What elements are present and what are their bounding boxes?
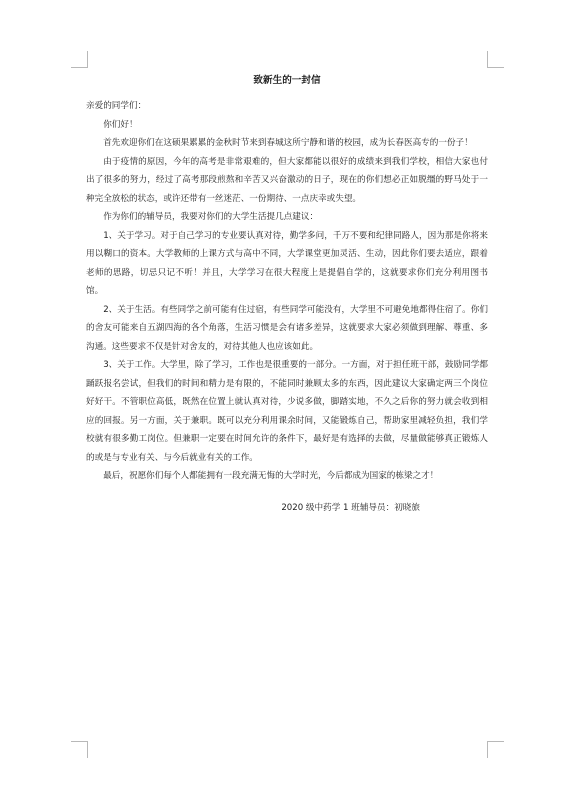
greeting: 你们好！ — [103, 119, 138, 130]
paragraph-work: 3、关于工作。大学里，除了学习，工作也是很重要的一部分。一方面，对于担任班干部，鼓励同学都踊跃报名尝试，但我们的时间和精力是有限的，不能同时兼顾太多的东西，因此建议大家确定两三个岗位好好干。不管职位高低，既然在位置上就认真对待，少说多做，脚踏实地，不久之后你的努力就会收到相应的回报。另一方面，关于兼职。既可以充分利用课余时间，又能锻炼自己，帮助家里减轻负担，我们学校就有很多勤工岗位。但兼职一定要在时间允许的条件下，最好是有选择的去做，尽量做能够真正锻炼人的或是与专业有关、与今后就业有关的工作。 — [86, 360, 488, 463]
paragraph-closing: 最后，祝愿你们每个人都能拥有一段充满无悔的大学时光，今后都成为国家的栋梁之才！ — [103, 471, 439, 481]
paragraph-welcome: 首先欢迎你们在这硕果累累的金秋时节来到春城这所宁静和谐的校园，成为长春医高专的一份子！ — [103, 138, 473, 148]
paragraph-study: 1、关于学习。对于自己学习的专业要认真对待，勤学多问，千万不要和纪律同路人，因为那是你将来用以糊口的资本。大学教师的上课方式与高中不同，大学课堂更加灵活、生动，因此你们要去适应，跟着老师的思路，切忌只记不听！并且，大学学习在很大程度上是提倡自学的，这就要求你们充分利用图书馆。 — [86, 230, 488, 296]
crop-mark-top-left — [71, 51, 88, 68]
crop-mark-bottom-left — [71, 741, 88, 758]
crop-mark-bottom-right — [487, 741, 504, 758]
paragraph-intro-advice: 作为你们的辅导员，我要对你们的大学生活提几点建议： — [103, 212, 319, 222]
paragraph-context: 由于疫情的原因，今年的高考是非常艰难的，但大家都能以很好的成绩来到我们学校，相信大家也付出了很多的努力，经过了高考那段煎熬和辛苦又兴奋激动的日子，现在的你们想必正如脱缰的野马处于一种完全放松的状态，或许还带有一丝迷茫、一份期待、一点庆幸或失望。 — [86, 156, 488, 204]
salutation: 亲爱的同学们： — [86, 101, 147, 111]
letter-title: 致新生的一封信 — [253, 75, 321, 86]
letter-body — [86, 72, 488, 517]
paragraph-life: 2、关于生活。有些同学之前可能有住过宿，有些同学可能没有，大学里不可避免地都得住宿了。你们的舍友可能来自五湖四海的各个角落，生活习惯是会有诸多差异，这就要求大家必须做到理解、尊重、多沟通。这些要求不仅是针对舍友的，对待其他人也应该如此。 — [86, 304, 488, 352]
signature: 2020 级中药学 1 班辅导员：初晓旅 — [281, 502, 420, 513]
crop-mark-top-right — [487, 51, 504, 68]
